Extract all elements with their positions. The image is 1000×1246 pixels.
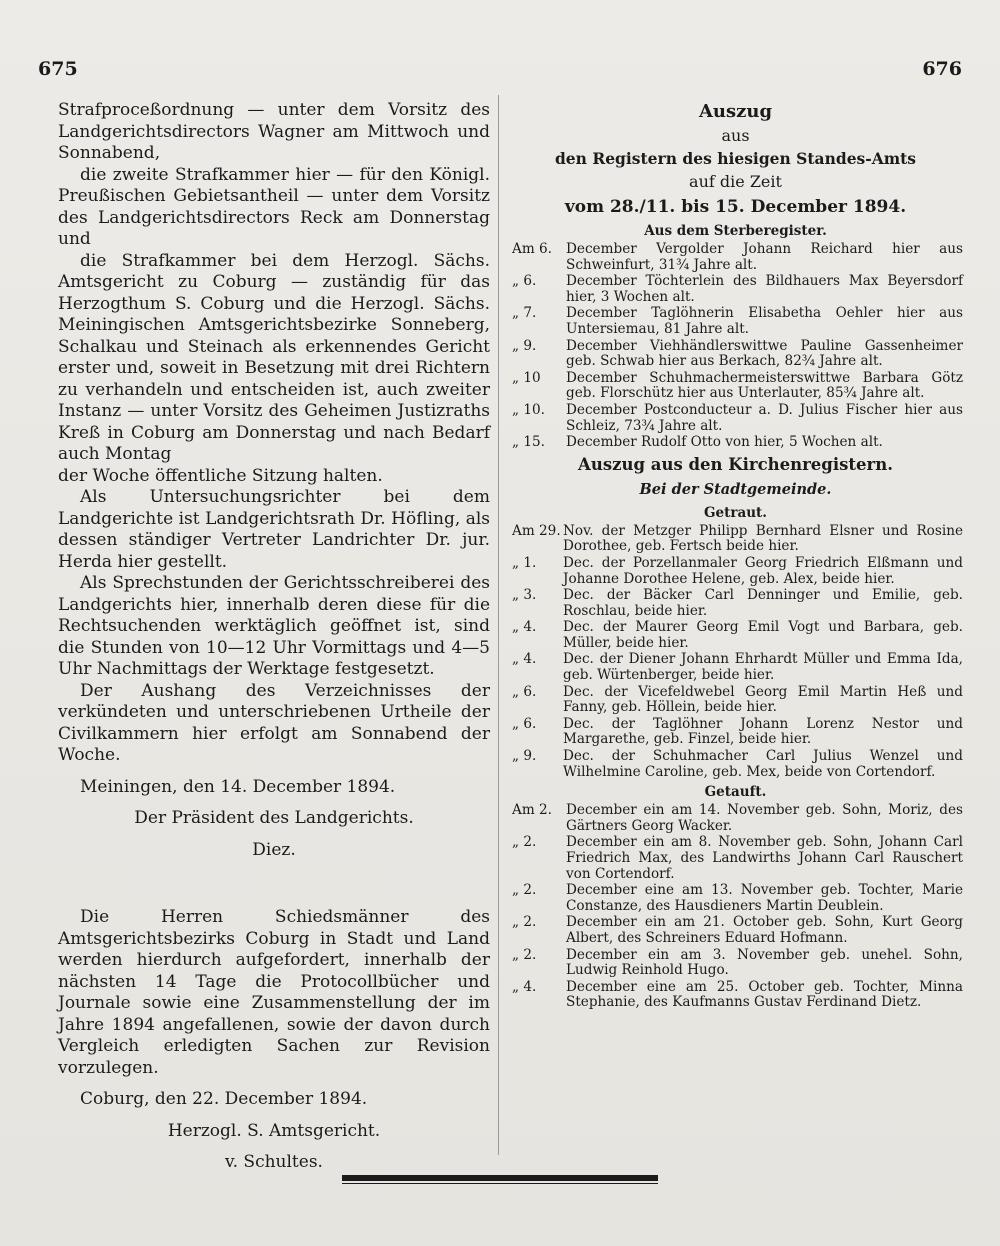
heading-period: auf die Zeit <box>689 172 782 191</box>
entry-prefix: „ 2. <box>512 914 537 931</box>
paragraph-investigating-judge: Als Untersuchungsrichter bei dem Landgerichte ist Landgerichtsrath Dr. Höfling, als dessen ständiger Vertreter Landrichter Dr. jur. Herda hier gestellt. <box>58 487 490 572</box>
entry-prefix: „ 1. <box>512 554 537 571</box>
entry-prefix: „ 4. <box>512 978 537 995</box>
baptized-list <box>508 803 963 1011</box>
list-item <box>508 749 963 780</box>
entry-text: December Postconducteur a. D. Julius Fischer hier aus Schleiz, 73¾ Jahre alt. <box>566 401 963 434</box>
entry-prefix: „ 2. <box>512 946 537 963</box>
entry-text: Dec. der Taglöhner Johann Lorenz Nestor und Margarethe, geb. Finzel, beide hier. <box>563 715 963 748</box>
entry-text: December ein am 21. October geb. Sohn, Kurt Georg Albert, des Schreiners Eduard Hofmann. <box>566 914 963 946</box>
paragraph-judgments: Der Aushang des Verzeichnisses der verkündeten und unterschriebenen Urtheile der Civilkammern hier erfolgt am Sonnabend der Woche. <box>58 680 490 765</box>
entry-prefix: „ 6. <box>512 683 537 700</box>
list-item <box>508 306 963 337</box>
heading-parish: Bei der Stadtgemeinde. <box>639 480 832 498</box>
entry-prefix: „ 2. <box>512 882 537 899</box>
paragraph-office-hours: Als Sprechstunden der Gerichtsschreiberei des Landgerichts hier, innerhalb deren diese für die Rechtsuchenden werktäglich geöffnet ist, sind die Stunden von 10—12 Uhr Vormittags und 4—5 Uhr Nachmittags der Werktage festgesetzt. <box>58 573 490 679</box>
paragraph-strafprocess: Strafproceßordnung — unter dem Vorsitz des Landgerichtsdirectors Wagner am Mittwoch und Sonnabend, <box>58 100 490 163</box>
list-item <box>508 524 963 555</box>
entry-prefix: „ 10. <box>512 401 545 418</box>
signature-diez: Diez. <box>252 839 296 860</box>
entry-prefix: „ 2. <box>512 834 537 851</box>
list-item <box>508 620 963 651</box>
entry-text: Dec. der Diener Johann Ehrhardt Müller und Emma Ida, geb. Würtenberger, beide hier. <box>563 651 963 684</box>
signature-schultes: v. Schultes. <box>225 1152 323 1172</box>
entry-prefix: Am 6. <box>512 241 552 257</box>
list-item <box>508 652 963 683</box>
entry-text: December Schuhmachermeisterswittwe Barbara Götz geb. Florschütz hier aus Unterlauter, 85¾ Jahre alt. <box>566 369 963 402</box>
entry-text: December Töchterlein des Bildhauers Max Beyersdorf hier, 3 Wochen alt. <box>566 273 963 305</box>
page-number-right: 676 <box>922 58 962 80</box>
entry-text: December ein am 14. November geb. Sohn, Moriz, des Gärtners Georg Wacker. <box>566 802 963 834</box>
place-date-meiningen: Meiningen, den 14. December 1894. <box>80 776 396 797</box>
entry-text: December Vergolder Johann Reichard hier aus Schweinfurt, 31¾ Jahre alt. <box>566 241 963 273</box>
entry-prefix: „ 10 <box>512 369 541 386</box>
entry-text: December Taglöhnerin Elisabetha Oehler hier aus Untersiemau, 81 Jahre alt. <box>566 305 963 337</box>
left-column <box>58 100 490 1174</box>
entry-text: Dec. der Porzellanmaler Georg Friedrich Elßmann und Johanne Dorothee Helene, geb. Alex, beide hier. <box>563 554 963 587</box>
right-column <box>508 100 963 1012</box>
entry-text: December eine am 25. October geb. Tochter, Minna Stephanie, des Kaufmanns Gustav Ferdinand Dietz. <box>566 978 963 1011</box>
entry-text: December Rudolf Otto von hier, 5 Wochen alt. <box>566 434 883 451</box>
place-date-coburg: Coburg, den 22. December 1894. <box>80 1089 368 1109</box>
heading-married: Getraut. <box>704 504 767 521</box>
entry-prefix: Am 2. <box>512 802 552 819</box>
paragraph-session: der Woche öffentliche Sitzung halten. <box>58 465 383 486</box>
heading-church-registers: Auszug aus den Kirchenregistern. <box>578 454 893 474</box>
entry-prefix: „ 6. <box>512 715 537 732</box>
death-register-list <box>508 242 963 451</box>
entry-prefix: „ 9. <box>512 337 537 354</box>
entry-text: December ein am 8. November geb. Sohn, Johann Carl Friedrich Max, des Landwirths Johann Carl Rauschert von Cortendorf. <box>566 834 963 882</box>
list-item <box>508 435 963 451</box>
entry-prefix: „ 4. <box>512 619 537 636</box>
closing-rule <box>342 1175 658 1181</box>
list-item <box>508 803 963 834</box>
paragraph-schiedsmaenner: Die Herren Schiedsmänner des Amtsgerichtsbezirks Coburg in Stadt und Land werden hierdurch aufgefordert, innerhalb der nächsten 14 Tage die Protocollbücher und Journale sowie eine Zusammenstellung der im Jahre 1894 angefallenen, sowie der davon durch Vergleich erledigten Sachen zur Revision vorzulegen. <box>58 907 490 1078</box>
list-item <box>508 556 963 587</box>
heading-death-register: Aus dem Sterberegister. <box>644 223 827 239</box>
entry-prefix: „ 6. <box>512 273 537 290</box>
list-item <box>508 371 963 402</box>
list-item <box>508 274 963 305</box>
married-list <box>508 524 963 781</box>
list-item <box>508 980 963 1011</box>
list-item <box>508 948 963 979</box>
entry-text: Dec. der Maurer Georg Emil Vogt und Barbara, geb. Müller, beide hier. <box>563 619 963 651</box>
page-number-left: 675 <box>38 58 78 80</box>
entry-text: December Viehhändlerswittwe Pauline Gassenheimer geb. Schwab hier aus Berkach, 82¾ Jahre alt. <box>566 337 963 370</box>
list-item <box>508 242 963 273</box>
signer-president: Der Präsident des Landgerichts. <box>134 808 414 828</box>
list-item <box>508 883 963 914</box>
entry-text: Dec. der Bäcker Carl Denninger und Emilie, geb. Roschlau, beide hier. <box>563 587 963 619</box>
entry-text: Dec. der Schuhmacher Carl Julius Wenzel und Wilhelmine Caroline, geb. Mex, beide von Cortendorf. <box>563 748 963 780</box>
closing-rule-thin <box>342 1183 658 1184</box>
heading-baptized: Getauft. <box>704 784 767 801</box>
entry-prefix: „ 9. <box>512 748 537 765</box>
entry-text: Nov. der Metzger Philipp Bernhard Elsner und Rosine Dorothee, geb. Fertsch beide hier. <box>563 522 963 555</box>
column-divider <box>498 95 499 1155</box>
signer-amtsgericht: Herzogl. S. Amtsgericht. <box>167 1120 381 1141</box>
paragraph-second-chamber: die zweite Strafkammer hier — für den Königl. Preußischen Gebietsantheil — unter dem Vorsitz des Landgerichtsdirectors Reck am Donnerstag und <box>58 164 490 249</box>
entry-prefix: „ 4. <box>512 651 537 668</box>
list-item <box>508 588 963 619</box>
entry-text: December eine am 13. November geb. Tochter, Marie Constanze, des Hausdieners Martin Deublein. <box>566 882 963 914</box>
list-item <box>508 339 963 370</box>
heading-auszug: Auszug <box>698 101 773 122</box>
entry-prefix: „ 7. <box>512 305 537 322</box>
entry-text: Dec. der Vicefeldwebel Georg Emil Martin Heß und Fanny, geb. Höllein, beide hier. <box>563 683 963 716</box>
heading-registers: den Registern des hiesigen Standes-Amts <box>554 149 917 168</box>
entry-text: December ein am 3. November geb. unehel. Sohn, Ludwig Reinhold Hugo. <box>566 946 963 979</box>
list-item <box>508 685 963 716</box>
heading-date-range: vom 28./11. bis 15. December 1894. <box>564 197 907 217</box>
list-item <box>508 717 963 748</box>
list-item <box>508 915 963 946</box>
list-item <box>508 835 963 882</box>
entry-prefix: Am 29. <box>512 522 561 539</box>
list-item <box>508 403 963 434</box>
heading-aus: aus <box>721 126 750 145</box>
entry-prefix: „ 15. <box>512 434 545 451</box>
paragraph-coburg-chamber: die Strafkammer bei dem Herzogl. Sächs. Amtsgericht zu Coburg — zuständig für das Herzogthum S. Coburg und die Herzogl. Sächs. Meiningischen Amtsgerichtsbezirke Sonneberg, Schalkau und Steinach als erkennendes Gericht erster und, soweit in Besetzung mit drei Richtern zu verhandeln und entscheiden ist, auch zweiter Instanz — unter Vorsitz des Geheimen Justizraths Kreß in Coburg am Donnerstag und nach Bedarf auch Montag <box>58 250 490 464</box>
entry-prefix: „ 3. <box>512 587 537 604</box>
